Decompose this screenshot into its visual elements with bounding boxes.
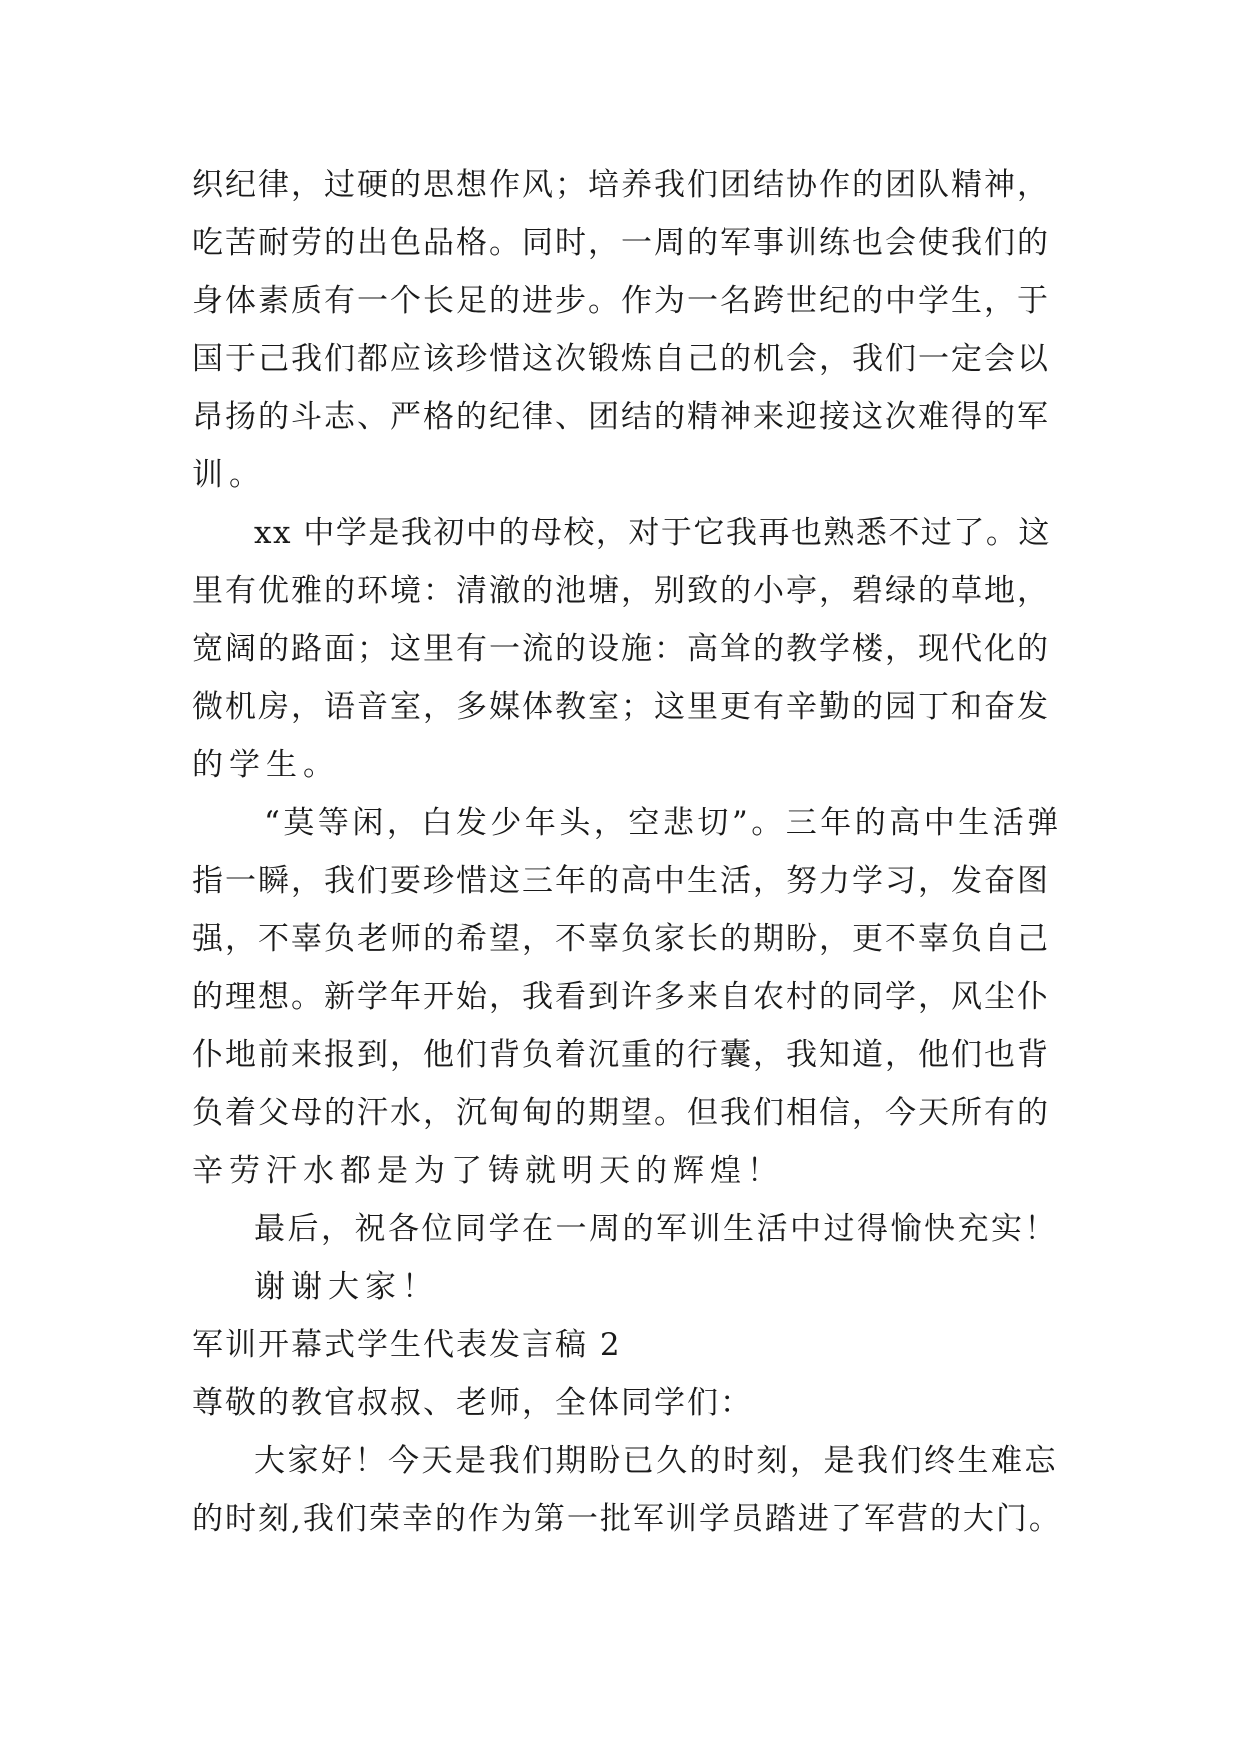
paragraph-line: 微机房，语音室，多媒体教室；这里更有辛勤的园丁和奋发	[192, 689, 1050, 725]
paragraph-line: 训。	[192, 457, 266, 493]
salutation: 尊敬的教官叔叔、老师，全体同学们：	[192, 1385, 753, 1421]
paragraph-line: 辛劳汗水都是为了铸就明天的辉煌！	[192, 1153, 784, 1189]
section-title: 军训开幕式学生代表发言稿 2	[192, 1327, 622, 1363]
paragraph-line: 谢谢大家！	[254, 1269, 439, 1305]
paragraph-line: xx 中学是我初中的母校，对于它我再也熟悉不过了。这	[254, 515, 1051, 551]
paragraph-line: 仆地前来报到，他们背负着沉重的行囊，我知道，他们也背	[192, 1037, 1050, 1073]
paragraph-line: 的理想。新学年开始，我看到许多来自农村的同学，风尘仆	[192, 979, 1050, 1015]
paragraph-line: 的时刻,我们荣幸的作为第一批军训学员踏进了军营的大门。	[192, 1501, 1062, 1537]
paragraph-line: 里有优雅的环境：清澈的池塘，别致的小亭，碧绿的草地，	[192, 573, 1050, 609]
paragraph-line: 昂扬的斗志、严格的纪律、团结的精神来迎接这次难得的军	[192, 399, 1050, 435]
paragraph-line: 最后，祝各位同学在一周的军训生活中过得愉快充实！	[254, 1211, 1058, 1247]
paragraph-line: 强，不辜负老师的希望，不辜负家长的期盼，更不辜负自己	[192, 921, 1050, 957]
paragraph-line: 织纪律，过硬的思想作风；培养我们团结协作的团队精神，	[192, 167, 1050, 203]
paragraph-line: 指一瞬，我们要珍惜这三年的高中生活，努力学习，发奋图	[192, 863, 1050, 899]
paragraph-line: 负着父母的汗水，沉甸甸的期望。但我们相信，今天所有的	[192, 1095, 1050, 1131]
paragraph-line: 宽阔的路面；这里有一流的设施：高耸的教学楼，现代化的	[192, 631, 1050, 667]
paragraph-line: 国于己我们都应该珍惜这次锻炼自己的机会，我们一定会以	[192, 341, 1050, 377]
paragraph-line: 身体素质有一个长足的进步。作为一名跨世纪的中学生，于	[192, 283, 1050, 319]
paragraph-line: “莫等闲，白发少年头，空悲切”。三年的高中生活弹	[264, 805, 1062, 841]
paragraph-line: 吃苦耐劳的出色品格。同时，一周的军事训练也会使我们的	[192, 225, 1050, 261]
paragraph-line: 的学生。	[192, 747, 340, 783]
paragraph-line: 大家好！今天是我们期盼已久的时刻，是我们终生难忘	[254, 1443, 1058, 1479]
